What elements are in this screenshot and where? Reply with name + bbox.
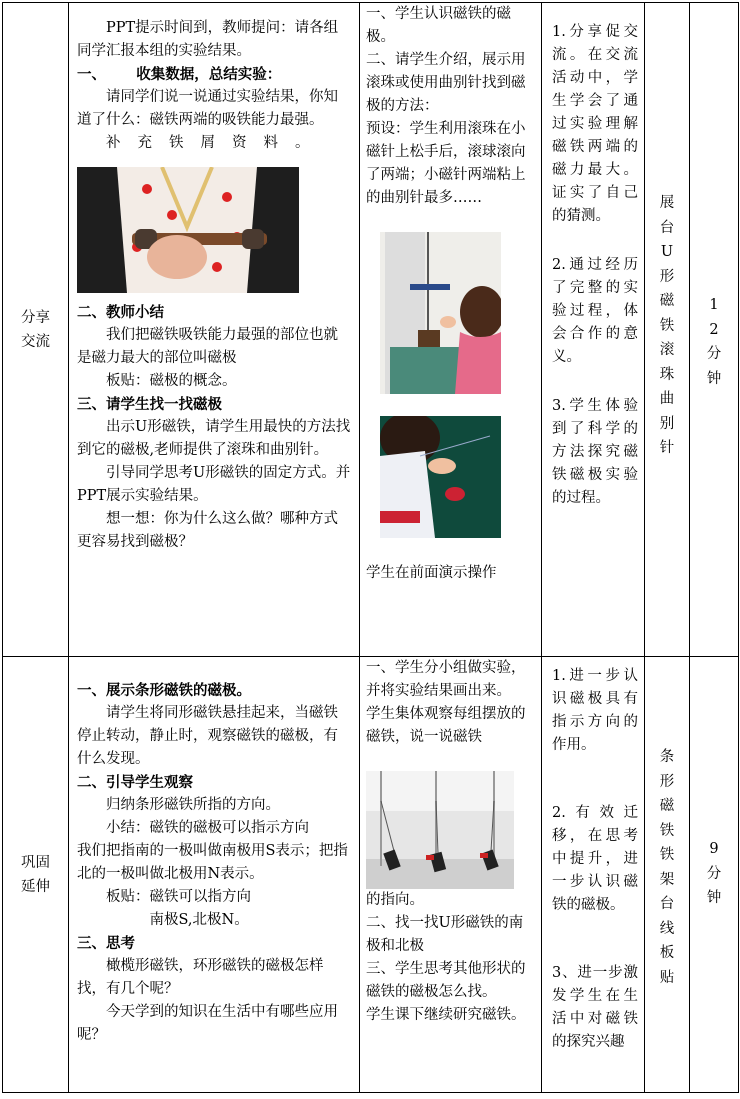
intent-text: 2.有效迁移，在思考中提升，进一步认识磁铁的磁极。: [552, 805, 638, 913]
teacher-text: 出示U形磁铁，请学生用最快的方法找到它的磁极,老师提供了滚珠和曲别针。: [77, 419, 351, 458]
student-text: 学生集体观察每组摆放的磁铁，说一说磁铁: [366, 706, 526, 745]
stage-cell: [3, 657, 69, 1093]
time-cell: [690, 3, 739, 657]
student-text: 三、学生思考其他形状的磁铁的磁极怎么找。: [366, 961, 526, 1000]
student-text: 一、学生认识磁铁的磁极。: [366, 6, 511, 45]
teacher-text: 我们把磁铁吸铁能力最强的部位也就是磁力最大的部位叫磁极: [77, 327, 338, 366]
hanging-magnets-photo: [366, 771, 514, 889]
time-text: 12分钟: [706, 297, 722, 387]
teacher-text: 想一想：你为什么这么做？哪种方式更容易找到磁极？: [77, 511, 338, 550]
student-activity-cell: [360, 3, 542, 657]
teacher-text: 南极S,北极N。: [149, 912, 249, 928]
materials-cell: [645, 3, 690, 657]
time-text: 9分钟: [706, 841, 722, 906]
student-text: 预设：学生利用滚珠在小磁针上松手后，滚球滚向了两端；小磁针两端粘上的曲别针最多……: [366, 121, 526, 206]
teacher-text: 板贴：磁极的概念。: [106, 373, 237, 389]
teacher-text: 板贴：磁铁可以指方向: [106, 889, 251, 905]
teacher-activity-cell: [69, 657, 360, 1093]
teacher-text: PPT提示时间到，教师提问：请各组同学汇报本组的实验结果。: [77, 20, 339, 59]
materials-text: 展台U形磁铁滚珠曲别针: [659, 195, 675, 456]
student-text: 学生课下继续研究磁铁。: [366, 1007, 526, 1023]
section-heading: 二、引导学生观察: [77, 774, 193, 791]
teacher-text: 引导同学思考U形磁铁的固定方式。并PPT展示实验结果。: [77, 465, 351, 504]
student-rolling-ball-photo: [380, 232, 501, 394]
student-text: 一、学生分小组做实验，并将实验结果画出来。: [366, 660, 526, 699]
teacher-text: 今天学到的知识在生活中有哪些应用呢？: [77, 1004, 338, 1043]
teacher-text: 请学生将同形磁铁悬挂起来，当磁铁停止转动，静止时，观察磁铁的磁极，有什么发现。: [77, 705, 338, 767]
teacher-activity-cell: [69, 3, 360, 657]
student-demo-image: [380, 232, 501, 394]
teacher-text: 补充铁屑资料。: [106, 135, 327, 151]
section-heading: 一、 收集数据，总结实验：: [77, 66, 282, 83]
iron-filings-photo: [77, 167, 299, 293]
materials-cell: [645, 657, 690, 1093]
design-intent-cell: [542, 3, 645, 657]
intent-text: 3、进一步激发学生在生活中对磁铁的探究兴趣: [552, 965, 638, 1050]
table-row: [3, 657, 739, 1093]
teacher-text: 请同学们说一说通过实验结果，你知道了什么：磁铁两端的吸铁能力最强。: [77, 89, 338, 128]
intent-text: 1.进一步认识磁极具有指示方向的作用。: [552, 668, 638, 753]
section-heading: 三、请学生找一找磁极: [77, 396, 222, 413]
hanging-magnets-image: [366, 771, 514, 889]
section-heading: 一、展示条形磁铁的磁极。: [77, 682, 251, 699]
student-demo-image: [380, 416, 501, 538]
teacher-text: 橄榄形磁铁，环形磁铁的磁极怎样找，有几个呢？: [77, 958, 324, 997]
materials-text: 条形磁铁铁架台线板贴: [659, 749, 675, 986]
teacher-text: 小结：磁铁的磁极可以指示方向: [106, 820, 309, 836]
table-row: [3, 3, 739, 657]
stage-label: 巩固延伸: [20, 854, 50, 895]
intent-text: 3.学生体验到了科学的方法探究磁铁磁极实验的过程。: [552, 398, 638, 506]
intent-text: 2.通过经历了完整的实验过程，体会合作的意义。: [552, 257, 638, 365]
design-intent-cell: [542, 657, 645, 1093]
student-text: 二、请学生介绍，展示用滚珠或使用曲别针找到磁极的方法：: [366, 52, 526, 114]
student-text: 学生在前面演示操作: [366, 565, 497, 581]
teacher-text: 我们把指南的一极叫做南极用S表示；把指北的一极叫做北极用N表示。: [77, 843, 348, 882]
lesson-plan-table: [2, 2, 739, 1093]
time-cell: [690, 657, 739, 1093]
student-activity-cell: [360, 657, 542, 1093]
teacher-text: 归纳条形磁铁所指的方向。: [106, 797, 280, 813]
student-text: 二、找一找U形磁铁的南极和北极: [366, 915, 524, 954]
iron-filings-image: [77, 167, 299, 293]
stage-label: 分享交流: [20, 309, 50, 350]
section-heading: 二、教师小结: [77, 304, 164, 321]
intent-text: 1.分享促交流。在交流活动中，学生学会了通过实验理解磁铁两端的磁力最大。证实了自己的猜测。: [552, 24, 638, 224]
student-paperclip-photo: [380, 416, 501, 538]
student-text: 的指向。: [366, 892, 424, 908]
stage-cell: [3, 3, 69, 657]
section-heading: 三、思考: [77, 935, 135, 952]
